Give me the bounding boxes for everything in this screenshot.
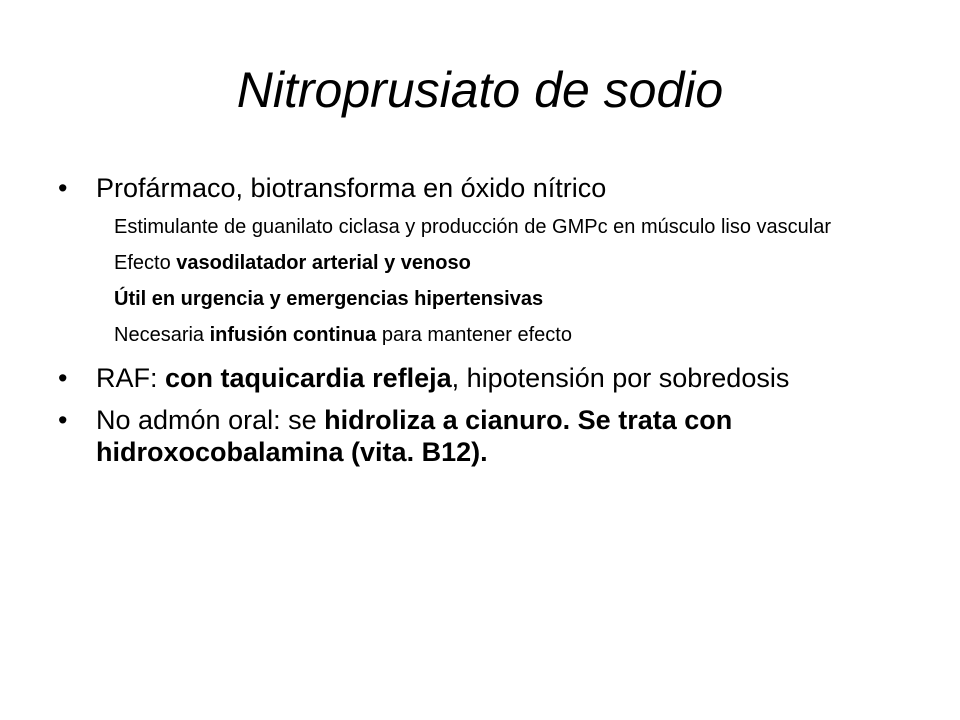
sub-bullet-item: [86, 286, 918, 312]
sub-bullet-text: Necesaria: [114, 324, 210, 346]
bullet-dot: •: [58, 405, 68, 435]
sub-bullet-text: para mantener efecto: [376, 324, 572, 346]
sub-bullet-bold-text: vasodilatador arterial y venoso: [176, 252, 471, 274]
sub-bullet-item: [86, 322, 918, 348]
bullet-text: RAF:: [96, 363, 166, 393]
slide-title: Nitroprusiato de sodio: [236, 62, 724, 118]
sub-bullet-text: Estimulante de guanilato ciclasa y producción de GMPc en músculo liso vascular: [114, 216, 832, 238]
bullet-text: , hipotensión por sobredosis: [451, 363, 790, 393]
bullet-dot: •: [58, 173, 68, 203]
sub-bullet-item: [86, 250, 918, 276]
bullet-bold-text: hidroliza a cianuro. Se trata con hidroxocobalamina (vita. B12).: [96, 405, 733, 467]
bullet-item: [58, 404, 918, 468]
bullet-item: [58, 172, 918, 204]
slide-body: [58, 172, 918, 468]
bullet-dot: •: [58, 363, 68, 393]
bullet-text: Profármaco, biotransforma en óxido nítrico: [96, 173, 607, 203]
sub-bullet-item: [86, 214, 918, 240]
sub-bullet-bold-text: infusión continua: [209, 324, 377, 346]
bullet-bold-text: con taquicardia refleja: [165, 363, 452, 393]
bullet-item: [58, 362, 918, 394]
sub-bullet-bold-text: Útil en urgencia y emergencias hipertensivas: [114, 288, 544, 310]
bullet-text: No admón oral: se: [96, 405, 325, 435]
sub-bullet-text: Efecto: [114, 252, 177, 274]
